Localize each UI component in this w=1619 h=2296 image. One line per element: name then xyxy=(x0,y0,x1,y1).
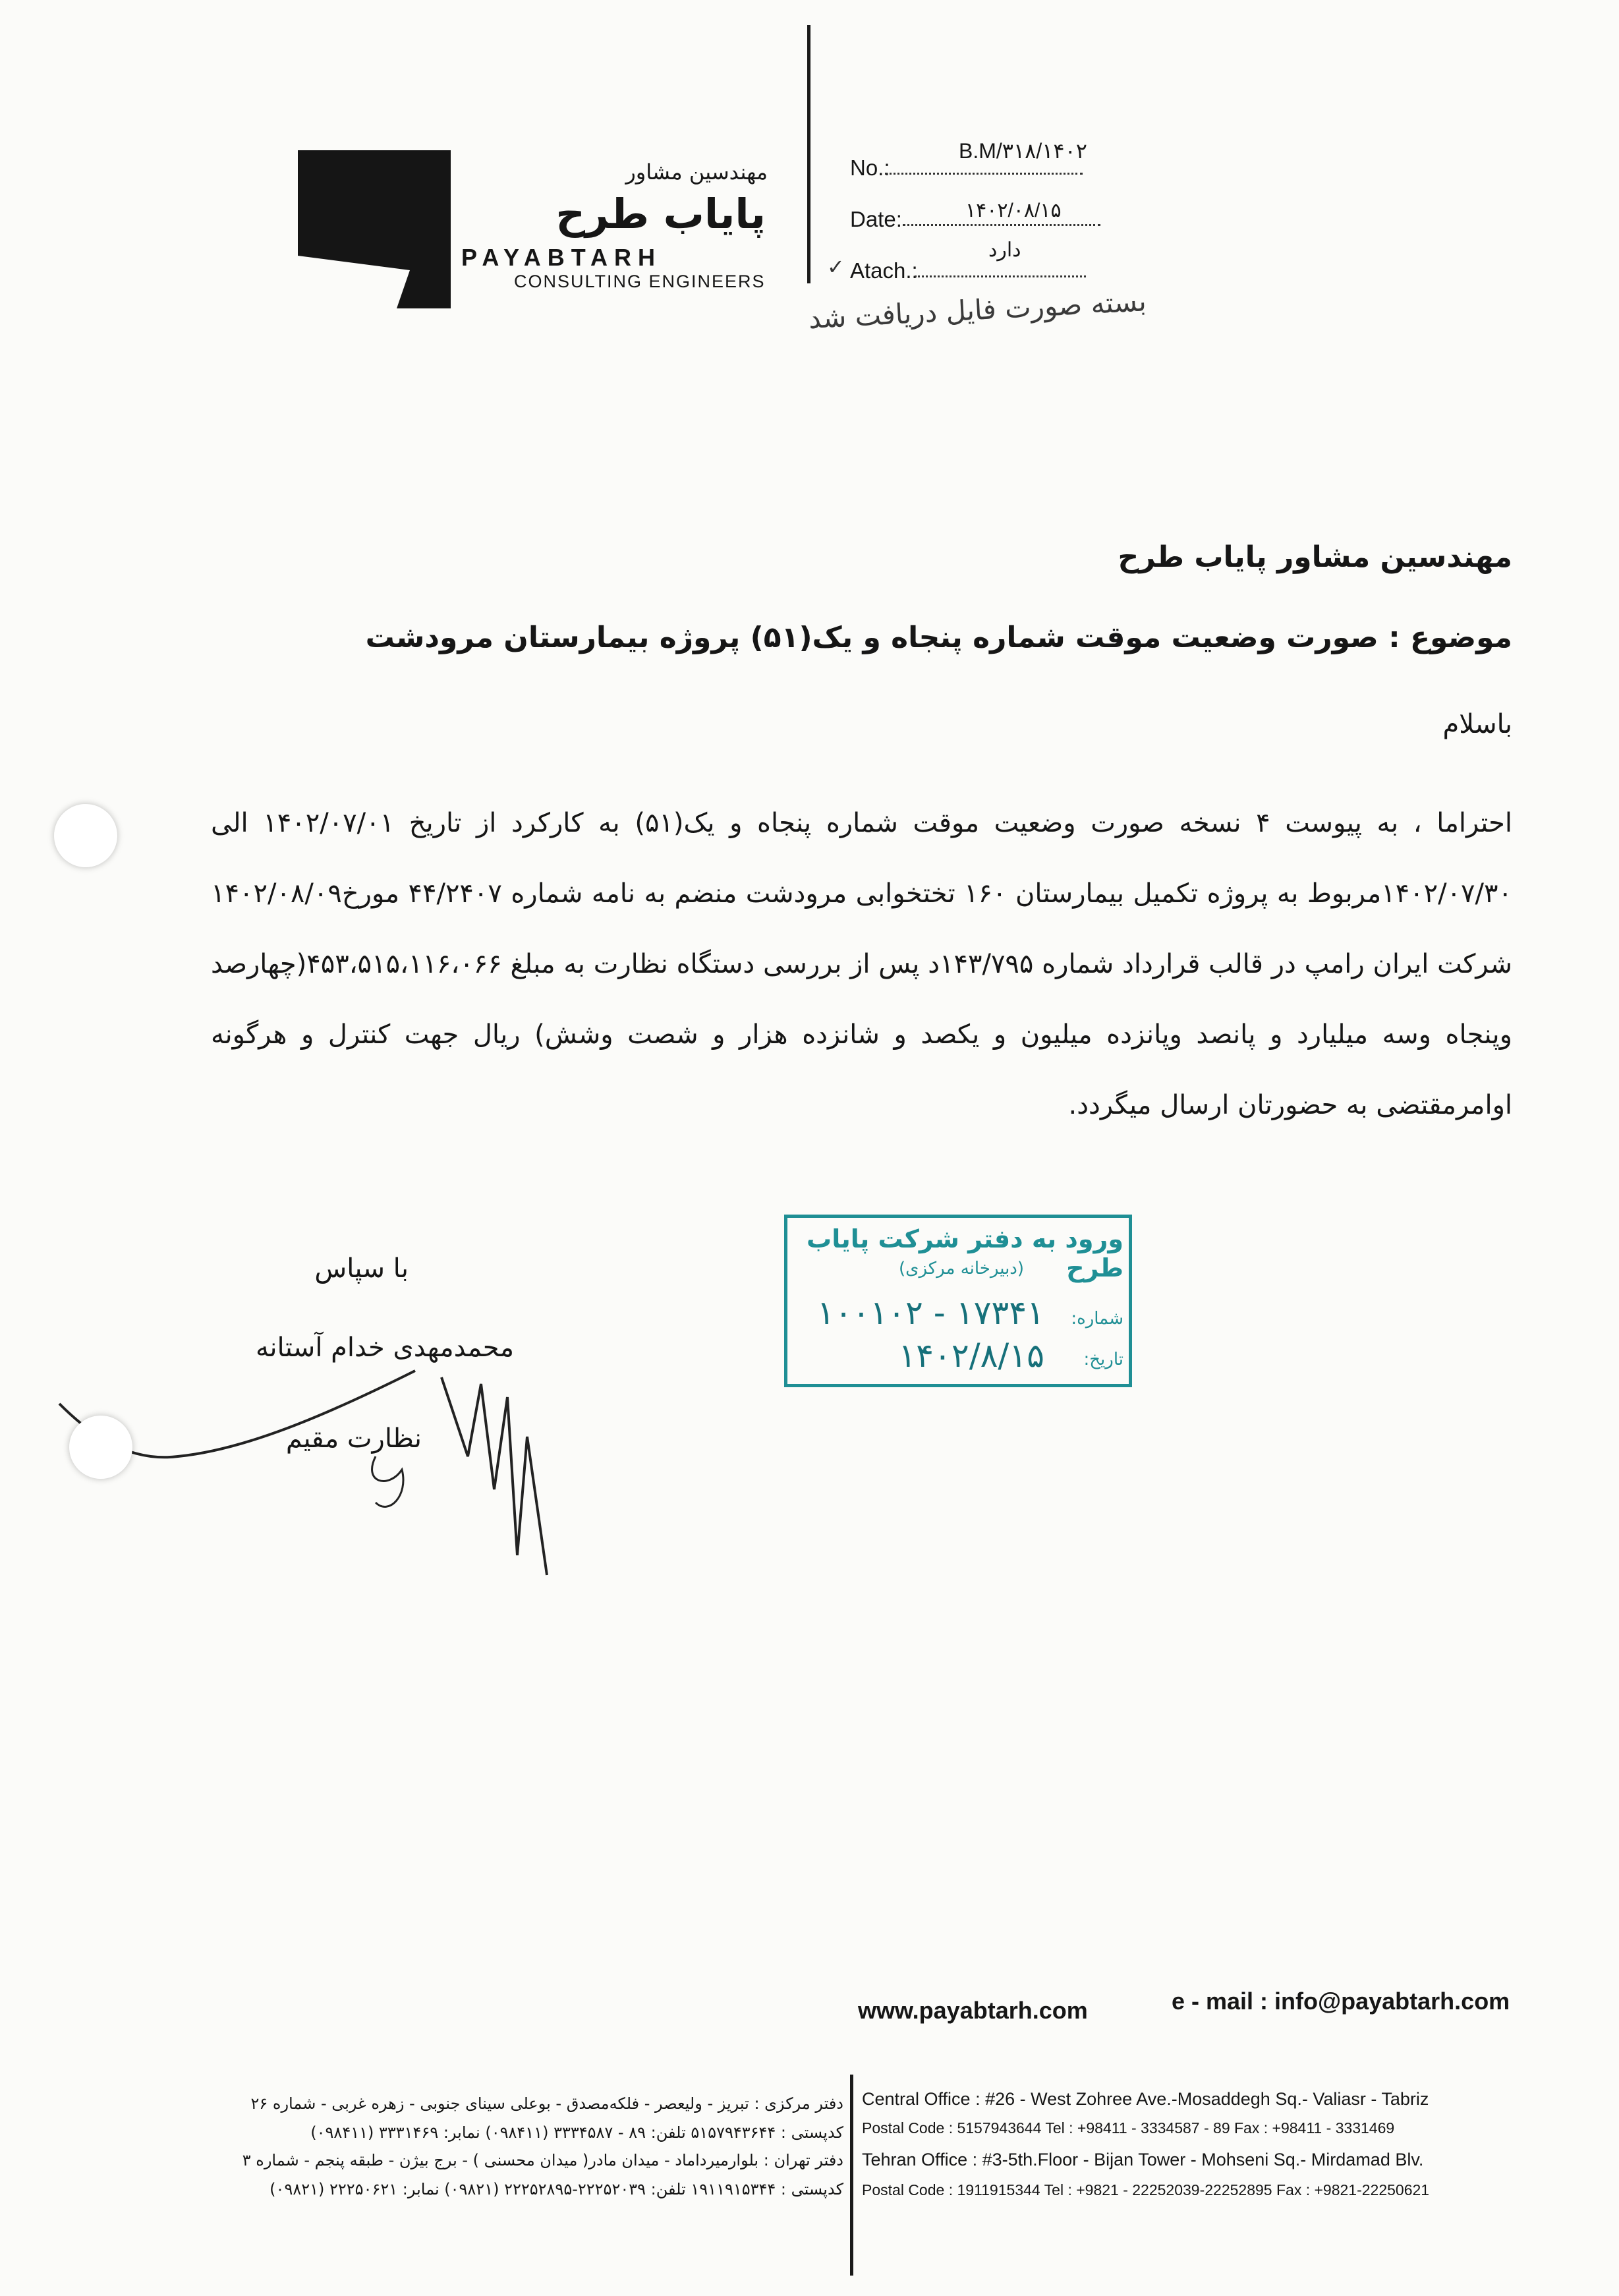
company-name-fa: پایاب طرح xyxy=(555,190,766,238)
letter-date-label: Date: xyxy=(850,207,902,231)
central-office-address-fa: دفتر مرکزی : تبریز - ولیعصر - فلکه‌مصدق - بوعلی سینای جنوبی - زهره غربی - شماره ۲۶ xyxy=(250,2094,843,2113)
stamp-subtitle: (دبیرخانه مرکزی) xyxy=(898,1259,1025,1278)
attachment-dotted-line xyxy=(915,275,1086,277)
handwritten-signature xyxy=(46,1358,586,1621)
central-office-address: Central Office : #26 - West Zohree Ave.-Mosaddegh Sq.- Valiasr - Tabriz xyxy=(862,2089,1429,2109)
letter-number-value: B.M/۳۱۸/۱۴۰۲ xyxy=(959,139,1087,163)
letter-body: احتراما ، به پیوست ۴ نسخه صورت وضعیت موقت شماره پنجاه و یک(۵۱) به کارکرد از تاریخ ۱۴۰۲/۰۷/۰۱ الی ۱۴۰۲/۰۷/۳۰مربوط به پروژه تکمیل بیمارستان ۱۶۰ تختخوابی مرودشت منضم به نامه شماره ۴۴/۲۴۰۷ مورخ۱۴۰۲/۰۸/۰۹ شرکت ایران رامپ در قالب قرارداد شماره ۱۴۳/۷۹۵د پس از بررسی دستگاه نظارت به مبلغ ۴۵۳،۵۱۵،۱۱۶،۰۶۶(چهارصد وپنجاه وسه میلیارد و پانصد وپانزده میلیون و یکصد و شانزده هزار و شصت وشش) ریال جهت کنترل و هرگونه اوامرمقتضی به حضورتان ارسال میگردد. xyxy=(211,808,1513,1120)
tehran-office-contact: Postal Code : 1911915344 Tel : +9821 - 22252039-22252895 Fax : +9821-22250621 xyxy=(862,2181,1430,2198)
recipient: مهندسین مشاور پایاب طرح xyxy=(1118,540,1512,574)
attachment-value: دارد xyxy=(988,239,1021,261)
punch-hole xyxy=(69,1416,132,1479)
stamp-date-label: تاریخ: xyxy=(1083,1350,1123,1369)
company-logo xyxy=(298,150,451,308)
stamp-number-label: شماره: xyxy=(1071,1309,1123,1329)
header-divider xyxy=(807,25,810,283)
company-name-en: PAYABTARH xyxy=(461,244,662,271)
company-subtitle-en: CONSULTING ENGINEERS xyxy=(514,272,766,291)
footer-email: e - mail : info@payabtarh.com xyxy=(1172,1988,1510,2015)
handwritten-note: بسته صورت فایل دریافت شد xyxy=(807,285,1147,335)
punch-hole xyxy=(54,804,117,867)
logo-graphic xyxy=(298,150,451,308)
signer-title: نظارت مقیم xyxy=(285,1423,422,1454)
checkmark-icon: ✓ xyxy=(827,254,845,279)
stamp-title: ورود به دفتر شرکت پایاب طرح xyxy=(807,1224,1123,1282)
company-name-fa-prefix: مهندسین مشاور xyxy=(625,159,768,185)
signoff: با سپاس xyxy=(314,1253,409,1284)
attachment-label: Atach.: xyxy=(850,258,918,283)
footer-divider xyxy=(850,2075,853,2276)
stamp-number-value: ۱۰۰۱۰۲ - ۱۷۳۴۱ xyxy=(816,1294,1044,1332)
letter-number-label: No.: xyxy=(850,156,890,180)
letter-date-dotted-line xyxy=(903,224,1100,226)
receipt-stamp xyxy=(784,1215,1132,1387)
subject-line: موضوع : صورت وضعیت موقت شماره پنجاه و یک(۵۱) پروژه بیمارستان مرودشت xyxy=(365,621,1512,654)
central-office-contact-fa: کدپستی : ۵۱۵۷۹۴۳۶۴۴ تلفن: ۸۹ - ۳۳۳۴۵۸۷ (۰۹۸۴۱۱) نمابر: ۳۳۳۱۴۶۹ (۰۹۸۴۱۱) xyxy=(310,2123,843,2142)
letter-number-dotted-line xyxy=(885,173,1083,175)
letter-date-value: ۱۴۰۲/۰۸/۱۵ xyxy=(965,200,1062,221)
stamp-date-value: ۱۴۰۲/۸/۱۵ xyxy=(898,1336,1044,1375)
greeting: باسلام xyxy=(1442,709,1512,739)
signer-name: محمدمهدی خدام آستانه xyxy=(255,1333,514,1363)
tehran-office-address: Tehran Office : #3-5th.Floor - Bijan Tower - Mohseni Sq.- Mirdamad Blv. xyxy=(862,2150,1424,2169)
central-office-contact: Postal Code : 5157943644 Tel : +98411 - 3334587 - 89 Fax : +98411 - 3331469 xyxy=(862,2119,1395,2137)
footer-website: www.payabtarh.com xyxy=(858,1997,1088,2024)
tehran-office-address-fa: دفتر تهران : بلوارمیرداماد - میدان مادر( میدان محسنی ) - برج بیژن - طبقه پنجم - شماره ۳ xyxy=(242,2151,843,2169)
tehran-office-contact-fa: کدپستی : ۱۹۱۱۹۱۵۳۴۴ تلفن: ۲۲۲۵۲۰۳۹-۲۲۲۵۲۸۹۵ (۰۹۸۲۱) نمابر: ۲۲۲۵۰۶۲۱ (۰۹۸۲۱) xyxy=(270,2180,843,2198)
